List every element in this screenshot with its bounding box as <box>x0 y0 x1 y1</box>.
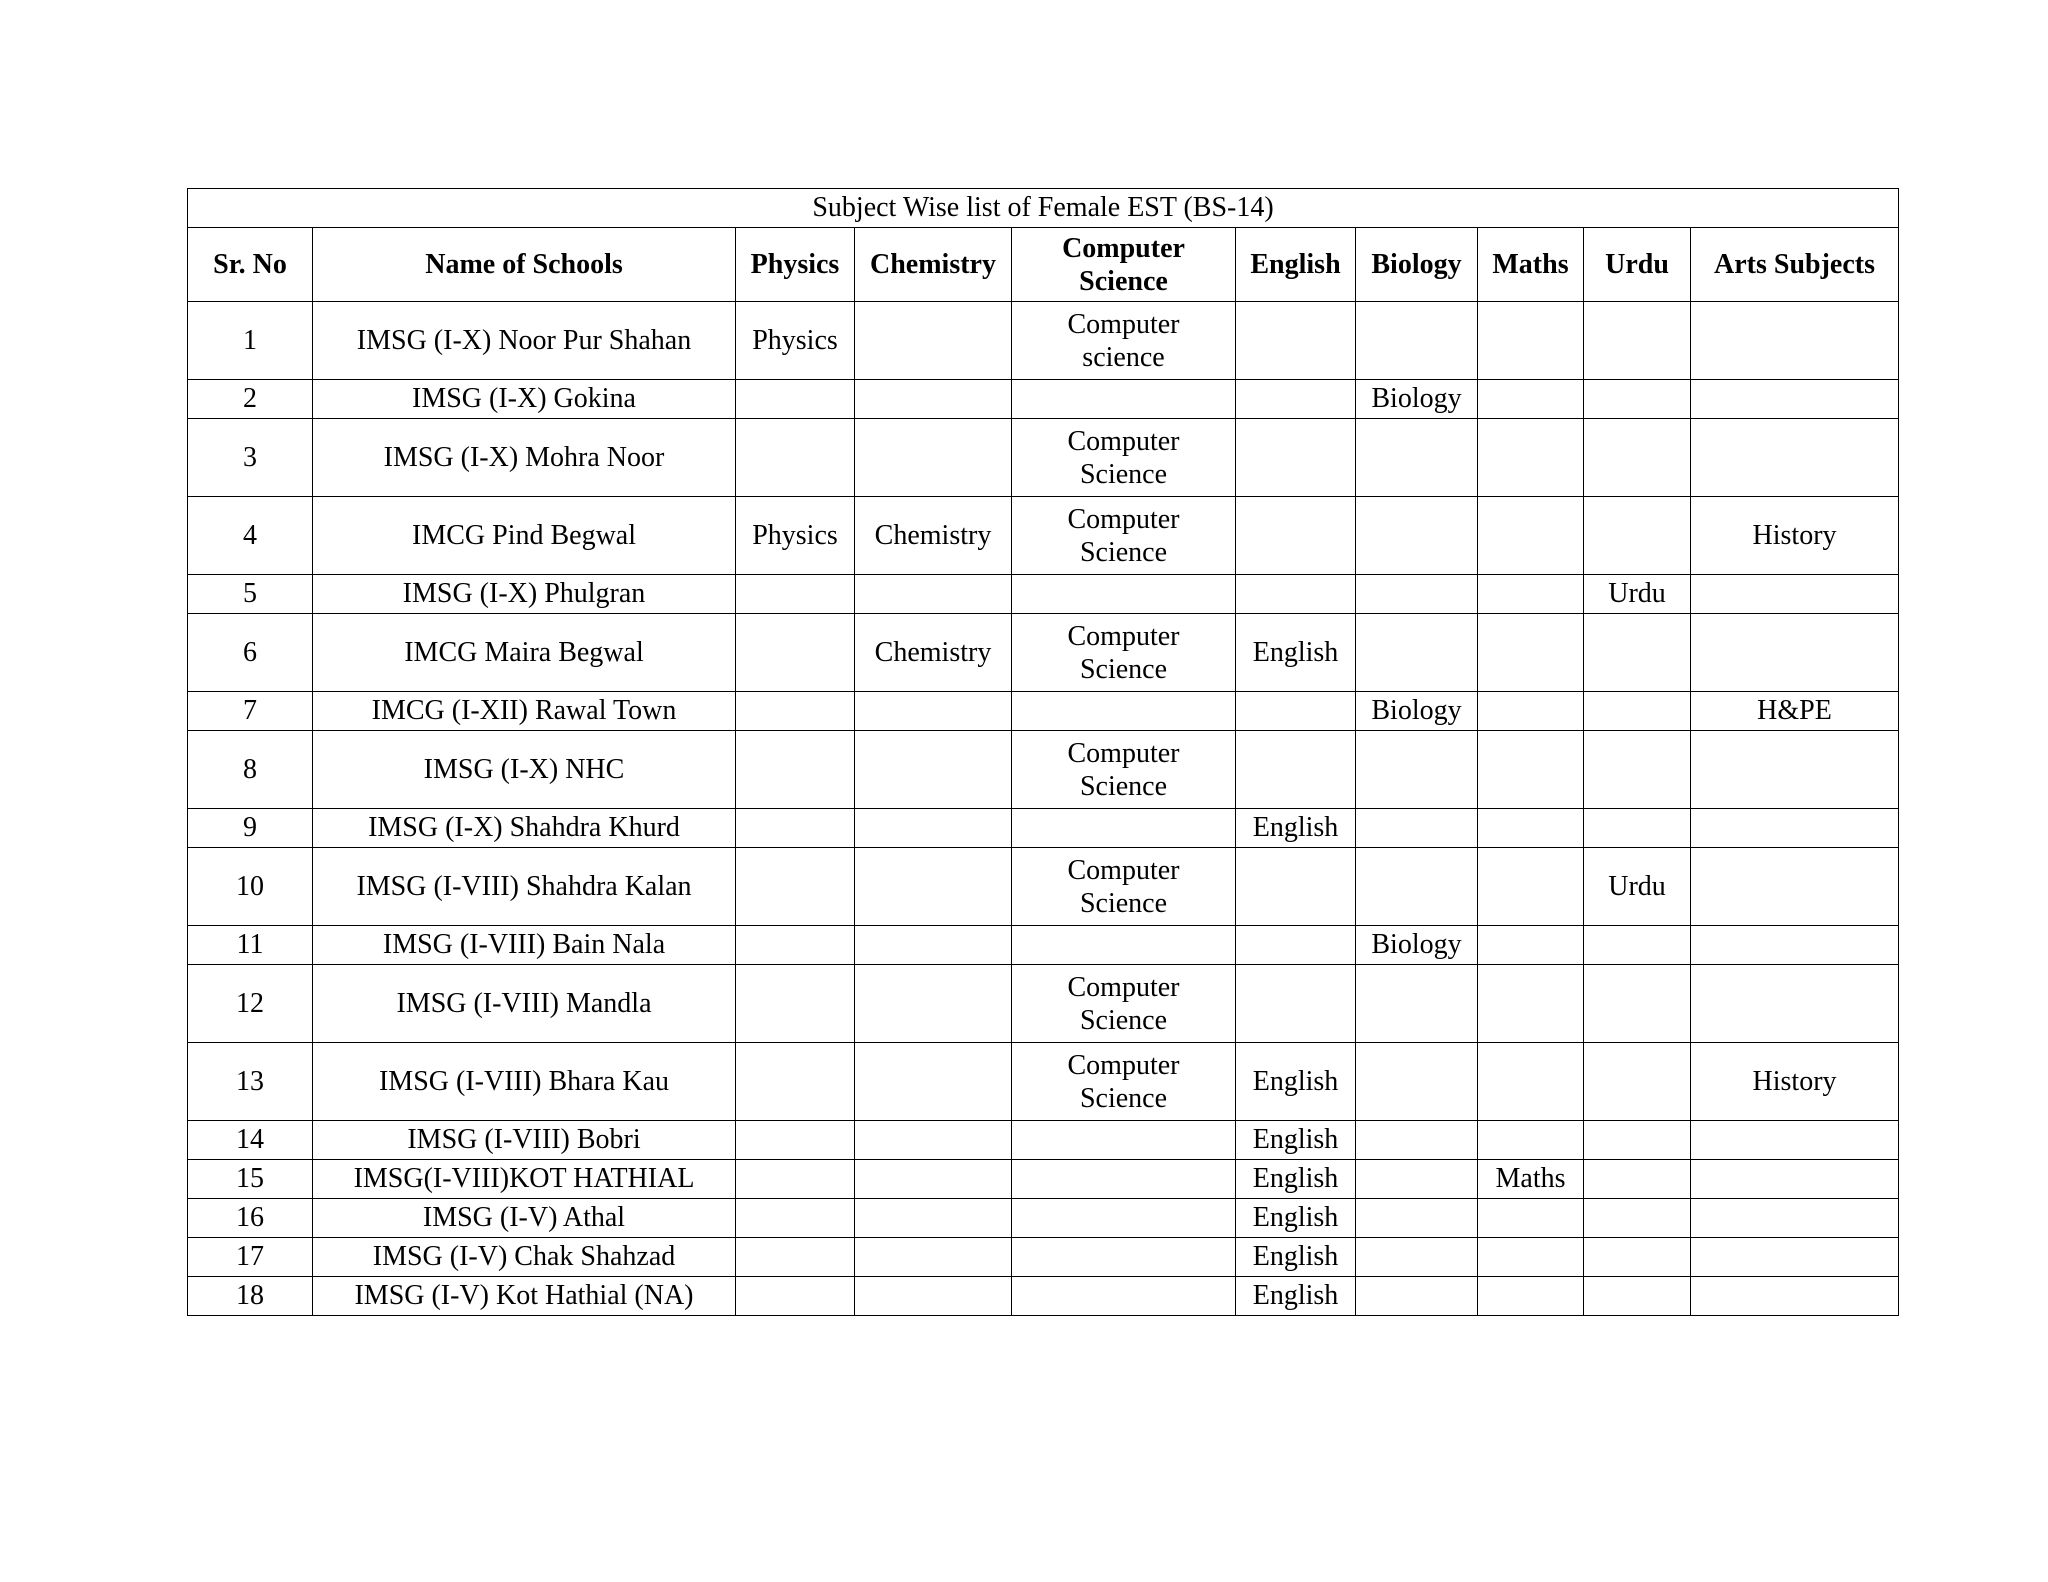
cell-english: English <box>1236 1043 1356 1121</box>
cell-arts <box>1691 1199 1899 1238</box>
cell-urdu <box>1584 1121 1691 1160</box>
table-row <box>188 731 1899 809</box>
cell-biology <box>1356 1043 1478 1121</box>
cell-chemistry <box>855 1277 1012 1316</box>
cell-urdu <box>1584 1160 1691 1199</box>
cell-english <box>1236 419 1356 497</box>
cell-biology: Biology <box>1356 926 1478 965</box>
col-header-biology: Biology <box>1356 228 1478 302</box>
cell-arts: H&PE <box>1691 692 1899 731</box>
cell-chemistry <box>855 926 1012 965</box>
cell-english <box>1236 497 1356 575</box>
cell-english <box>1236 302 1356 380</box>
cell-school-name: IMSG (I-VIII) Bobri <box>313 1121 736 1160</box>
cell-arts <box>1691 848 1899 926</box>
cell-school-name: IMSG (I-X) NHC <box>313 731 736 809</box>
cell-maths <box>1478 1238 1584 1277</box>
cell-maths <box>1478 497 1584 575</box>
cell-english: English <box>1236 1238 1356 1277</box>
cell-sr-no: 9 <box>188 809 313 848</box>
cell-physics <box>736 1043 855 1121</box>
cell-arts <box>1691 575 1899 614</box>
cell-biology <box>1356 575 1478 614</box>
cell-school-name: IMSG (I-VIII) Shahdra Kalan <box>313 848 736 926</box>
cell-maths <box>1478 614 1584 692</box>
col-header-physics: Physics <box>736 228 855 302</box>
cell-sr-no: 14 <box>188 1121 313 1160</box>
cell-sr-no: 17 <box>188 1238 313 1277</box>
cell-arts: History <box>1691 1043 1899 1121</box>
table-row <box>188 1238 1899 1277</box>
table-row <box>188 809 1899 848</box>
cell-urdu: Urdu <box>1584 575 1691 614</box>
cell-sr-no: 4 <box>188 497 313 575</box>
cell-urdu <box>1584 1238 1691 1277</box>
cell-english <box>1236 848 1356 926</box>
cell-english: English <box>1236 614 1356 692</box>
cell-urdu <box>1584 497 1691 575</box>
table-row <box>188 380 1899 419</box>
cell-computer-science <box>1012 1277 1236 1316</box>
cell-arts: History <box>1691 497 1899 575</box>
cell-biology <box>1356 731 1478 809</box>
cell-biology <box>1356 419 1478 497</box>
cell-school-name: IMSG (I-VIII) Mandla <box>313 965 736 1043</box>
table-row <box>188 1121 1899 1160</box>
cell-chemistry <box>855 965 1012 1043</box>
cell-computer-science <box>1012 926 1236 965</box>
table-row <box>188 614 1899 692</box>
cell-computer-science-line2: Science <box>1079 887 1168 919</box>
cell-physics <box>736 1238 855 1277</box>
cell-arts <box>1691 926 1899 965</box>
cell-computer-science-line1: Computer <box>1067 425 1180 457</box>
cell-biology <box>1356 1121 1478 1160</box>
cell-maths <box>1478 302 1584 380</box>
cell-chemistry <box>855 731 1012 809</box>
cell-physics <box>736 848 855 926</box>
cell-maths <box>1478 965 1584 1043</box>
cell-computer-science-line1: Computer <box>1067 971 1180 1003</box>
cell-maths <box>1478 1277 1584 1316</box>
cell-urdu <box>1584 614 1691 692</box>
table-row <box>188 848 1899 926</box>
cell-biology: Biology <box>1356 380 1478 419</box>
cell-chemistry <box>855 848 1012 926</box>
table-row <box>188 965 1899 1043</box>
cell-biology <box>1356 614 1478 692</box>
col-header-urdu: Urdu <box>1584 228 1691 302</box>
cell-physics <box>736 614 855 692</box>
cell-chemistry <box>855 1043 1012 1121</box>
cell-chemistry <box>855 692 1012 731</box>
cell-computer-science <box>1012 1121 1236 1160</box>
cell-school-name: IMCG (I-XII) Rawal Town <box>313 692 736 731</box>
cell-chemistry <box>855 809 1012 848</box>
cell-urdu <box>1584 809 1691 848</box>
cell-computer-science-line2: science <box>1082 341 1165 373</box>
table-row <box>188 692 1899 731</box>
cell-computer-science-line2: Science <box>1079 1004 1168 1036</box>
cell-computer-science <box>1012 848 1236 926</box>
cell-chemistry <box>855 419 1012 497</box>
table-row <box>188 497 1899 575</box>
cell-school-name: IMSG (I-X) Shahdra Khurd <box>313 809 736 848</box>
cell-computer-science-line2: Science <box>1079 1082 1168 1114</box>
cell-urdu <box>1584 926 1691 965</box>
cell-english <box>1236 965 1356 1043</box>
cell-maths <box>1478 692 1584 731</box>
cell-sr-no: 1 <box>188 302 313 380</box>
cell-urdu <box>1584 419 1691 497</box>
cell-computer-science <box>1012 575 1236 614</box>
cell-urdu <box>1584 965 1691 1043</box>
cell-maths <box>1478 848 1584 926</box>
cell-maths <box>1478 809 1584 848</box>
cell-computer-science <box>1012 809 1236 848</box>
cell-computer-science-line2: Science <box>1079 458 1168 490</box>
cell-sr-no: 2 <box>188 380 313 419</box>
table-row <box>188 926 1899 965</box>
cell-computer-science-line1: Computer <box>1067 1049 1180 1081</box>
cell-biology <box>1356 1199 1478 1238</box>
table-row <box>188 302 1899 380</box>
cell-computer-science-line1: Computer <box>1067 737 1180 769</box>
cell-sr-no: 11 <box>188 926 313 965</box>
cell-arts <box>1691 302 1899 380</box>
col-header-english: English <box>1236 228 1356 302</box>
cell-arts <box>1691 965 1899 1043</box>
cell-arts <box>1691 1121 1899 1160</box>
cell-computer-science-line1: Computer <box>1067 308 1180 340</box>
cell-school-name: IMSG (I-X) Mohra Noor <box>313 419 736 497</box>
cell-arts <box>1691 1238 1899 1277</box>
cell-physics <box>736 1277 855 1316</box>
cell-maths <box>1478 731 1584 809</box>
cell-physics: Physics <box>736 302 855 380</box>
cell-physics <box>736 419 855 497</box>
cell-urdu <box>1584 1277 1691 1316</box>
cell-school-name: IMCG Pind Begwal <box>313 497 736 575</box>
table-row <box>188 1043 1899 1121</box>
cell-physics <box>736 575 855 614</box>
col-header-maths: Maths <box>1478 228 1584 302</box>
cell-computer-science <box>1012 731 1236 809</box>
cell-chemistry <box>855 1160 1012 1199</box>
cell-maths <box>1478 575 1584 614</box>
table-row <box>188 1277 1899 1316</box>
cell-urdu <box>1584 380 1691 419</box>
cell-english <box>1236 926 1356 965</box>
cell-urdu <box>1584 302 1691 380</box>
cell-arts <box>1691 380 1899 419</box>
cell-sr-no: 12 <box>188 965 313 1043</box>
cell-maths <box>1478 419 1584 497</box>
table-title: Subject Wise list of Female EST (BS-14) <box>188 189 1899 228</box>
cell-biology <box>1356 1160 1478 1199</box>
cell-english: English <box>1236 1121 1356 1160</box>
cell-school-name: IMSG(I-VIII)KOT HATHIAL <box>313 1160 736 1199</box>
cell-physics <box>736 809 855 848</box>
cell-physics <box>736 1121 855 1160</box>
cell-chemistry <box>855 302 1012 380</box>
cell-computer-science <box>1012 497 1236 575</box>
cell-maths <box>1478 1121 1584 1160</box>
cell-maths <box>1478 1199 1584 1238</box>
cell-biology <box>1356 809 1478 848</box>
cell-physics <box>736 692 855 731</box>
cell-biology <box>1356 1238 1478 1277</box>
cell-sr-no: 7 <box>188 692 313 731</box>
cell-sr-no: 10 <box>188 848 313 926</box>
cell-school-name: IMSG (I-X) Gokina <box>313 380 736 419</box>
cell-biology <box>1356 1277 1478 1316</box>
cell-computer-science-line2: Science <box>1079 536 1168 568</box>
cell-computer-science <box>1012 965 1236 1043</box>
cell-english <box>1236 692 1356 731</box>
cell-arts <box>1691 1160 1899 1199</box>
cell-physics <box>736 1160 855 1199</box>
cell-sr-no: 18 <box>188 1277 313 1316</box>
cell-physics: Physics <box>736 497 855 575</box>
col-header-arts: Arts Subjects <box>1691 228 1899 302</box>
cell-computer-science <box>1012 1043 1236 1121</box>
col-header-sr-no: Sr. No <box>188 228 313 302</box>
cell-urdu: Urdu <box>1584 848 1691 926</box>
cell-school-name: IMSG (I-VIII) Bain Nala <box>313 926 736 965</box>
cell-chemistry: Chemistry <box>855 497 1012 575</box>
cell-sr-no: 5 <box>188 575 313 614</box>
cell-english: English <box>1236 1199 1356 1238</box>
table-row <box>188 1199 1899 1238</box>
cell-school-name: IMSG (I-V) Chak Shahzad <box>313 1238 736 1277</box>
cell-arts <box>1691 731 1899 809</box>
cell-chemistry: Chemistry <box>855 614 1012 692</box>
cell-physics <box>736 731 855 809</box>
cell-biology <box>1356 497 1478 575</box>
cell-english: English <box>1236 1160 1356 1199</box>
cell-chemistry <box>855 575 1012 614</box>
cell-physics <box>736 965 855 1043</box>
cell-sr-no: 15 <box>188 1160 313 1199</box>
cell-urdu <box>1584 731 1691 809</box>
cell-english: English <box>1236 1277 1356 1316</box>
cell-arts <box>1691 419 1899 497</box>
cell-english: English <box>1236 809 1356 848</box>
cell-sr-no: 6 <box>188 614 313 692</box>
cell-school-name: IMCG Maira Begwal <box>313 614 736 692</box>
cell-english <box>1236 731 1356 809</box>
cell-computer-science-line2: Science <box>1079 770 1168 802</box>
cell-english <box>1236 575 1356 614</box>
cell-computer-science-line2: Science <box>1079 653 1168 685</box>
cell-chemistry <box>855 1238 1012 1277</box>
cell-maths <box>1478 926 1584 965</box>
cell-arts <box>1691 1277 1899 1316</box>
cell-computer-science-line1: Computer <box>1067 620 1180 652</box>
cell-school-name: IMSG (I-X) Phulgran <box>313 575 736 614</box>
cell-sr-no: 16 <box>188 1199 313 1238</box>
cell-physics <box>736 926 855 965</box>
cell-computer-science <box>1012 380 1236 419</box>
cell-maths: Maths <box>1478 1160 1584 1199</box>
cell-arts <box>1691 809 1899 848</box>
col-header-chemistry: Chemistry <box>855 228 1012 302</box>
cell-urdu <box>1584 1043 1691 1121</box>
table-row <box>188 1160 1899 1199</box>
cell-chemistry <box>855 1121 1012 1160</box>
cell-computer-science <box>1012 1199 1236 1238</box>
cell-computer-science-line1: Computer <box>1067 503 1180 535</box>
table-body <box>188 302 1899 1316</box>
cell-biology <box>1356 302 1478 380</box>
cell-school-name: IMSG (I-X) Noor Pur Shahan <box>313 302 736 380</box>
cell-chemistry <box>855 1199 1012 1238</box>
cell-maths <box>1478 380 1584 419</box>
cell-biology: Biology <box>1356 692 1478 731</box>
cell-computer-science <box>1012 1160 1236 1199</box>
cell-arts <box>1691 614 1899 692</box>
cell-urdu <box>1584 692 1691 731</box>
cell-computer-science <box>1012 614 1236 692</box>
cell-biology <box>1356 848 1478 926</box>
header-row <box>188 228 1899 302</box>
cell-school-name: IMSG (I-V) Kot Hathial (NA) <box>313 1277 736 1316</box>
table-row <box>188 575 1899 614</box>
table-row <box>188 419 1899 497</box>
col-header-computer-science: Computer Science <box>1012 228 1236 302</box>
cell-biology <box>1356 965 1478 1043</box>
col-header-school: Name of Schools <box>313 228 736 302</box>
cell-physics <box>736 380 855 419</box>
cell-school-name: IMSG (I-VIII) Bhara Kau <box>313 1043 736 1121</box>
cell-sr-no: 3 <box>188 419 313 497</box>
cell-maths <box>1478 1043 1584 1121</box>
cell-computer-science <box>1012 1238 1236 1277</box>
cell-urdu <box>1584 1199 1691 1238</box>
cell-computer-science <box>1012 302 1236 380</box>
cell-school-name: IMSG (I-V) Athal <box>313 1199 736 1238</box>
cell-computer-science <box>1012 692 1236 731</box>
cell-sr-no: 13 <box>188 1043 313 1121</box>
cell-sr-no: 8 <box>188 731 313 809</box>
subject-wise-table <box>187 188 1899 1316</box>
cell-chemistry <box>855 380 1012 419</box>
cell-computer-science <box>1012 419 1236 497</box>
cell-english <box>1236 380 1356 419</box>
cell-physics <box>736 1199 855 1238</box>
cell-computer-science-line1: Computer <box>1067 854 1180 886</box>
